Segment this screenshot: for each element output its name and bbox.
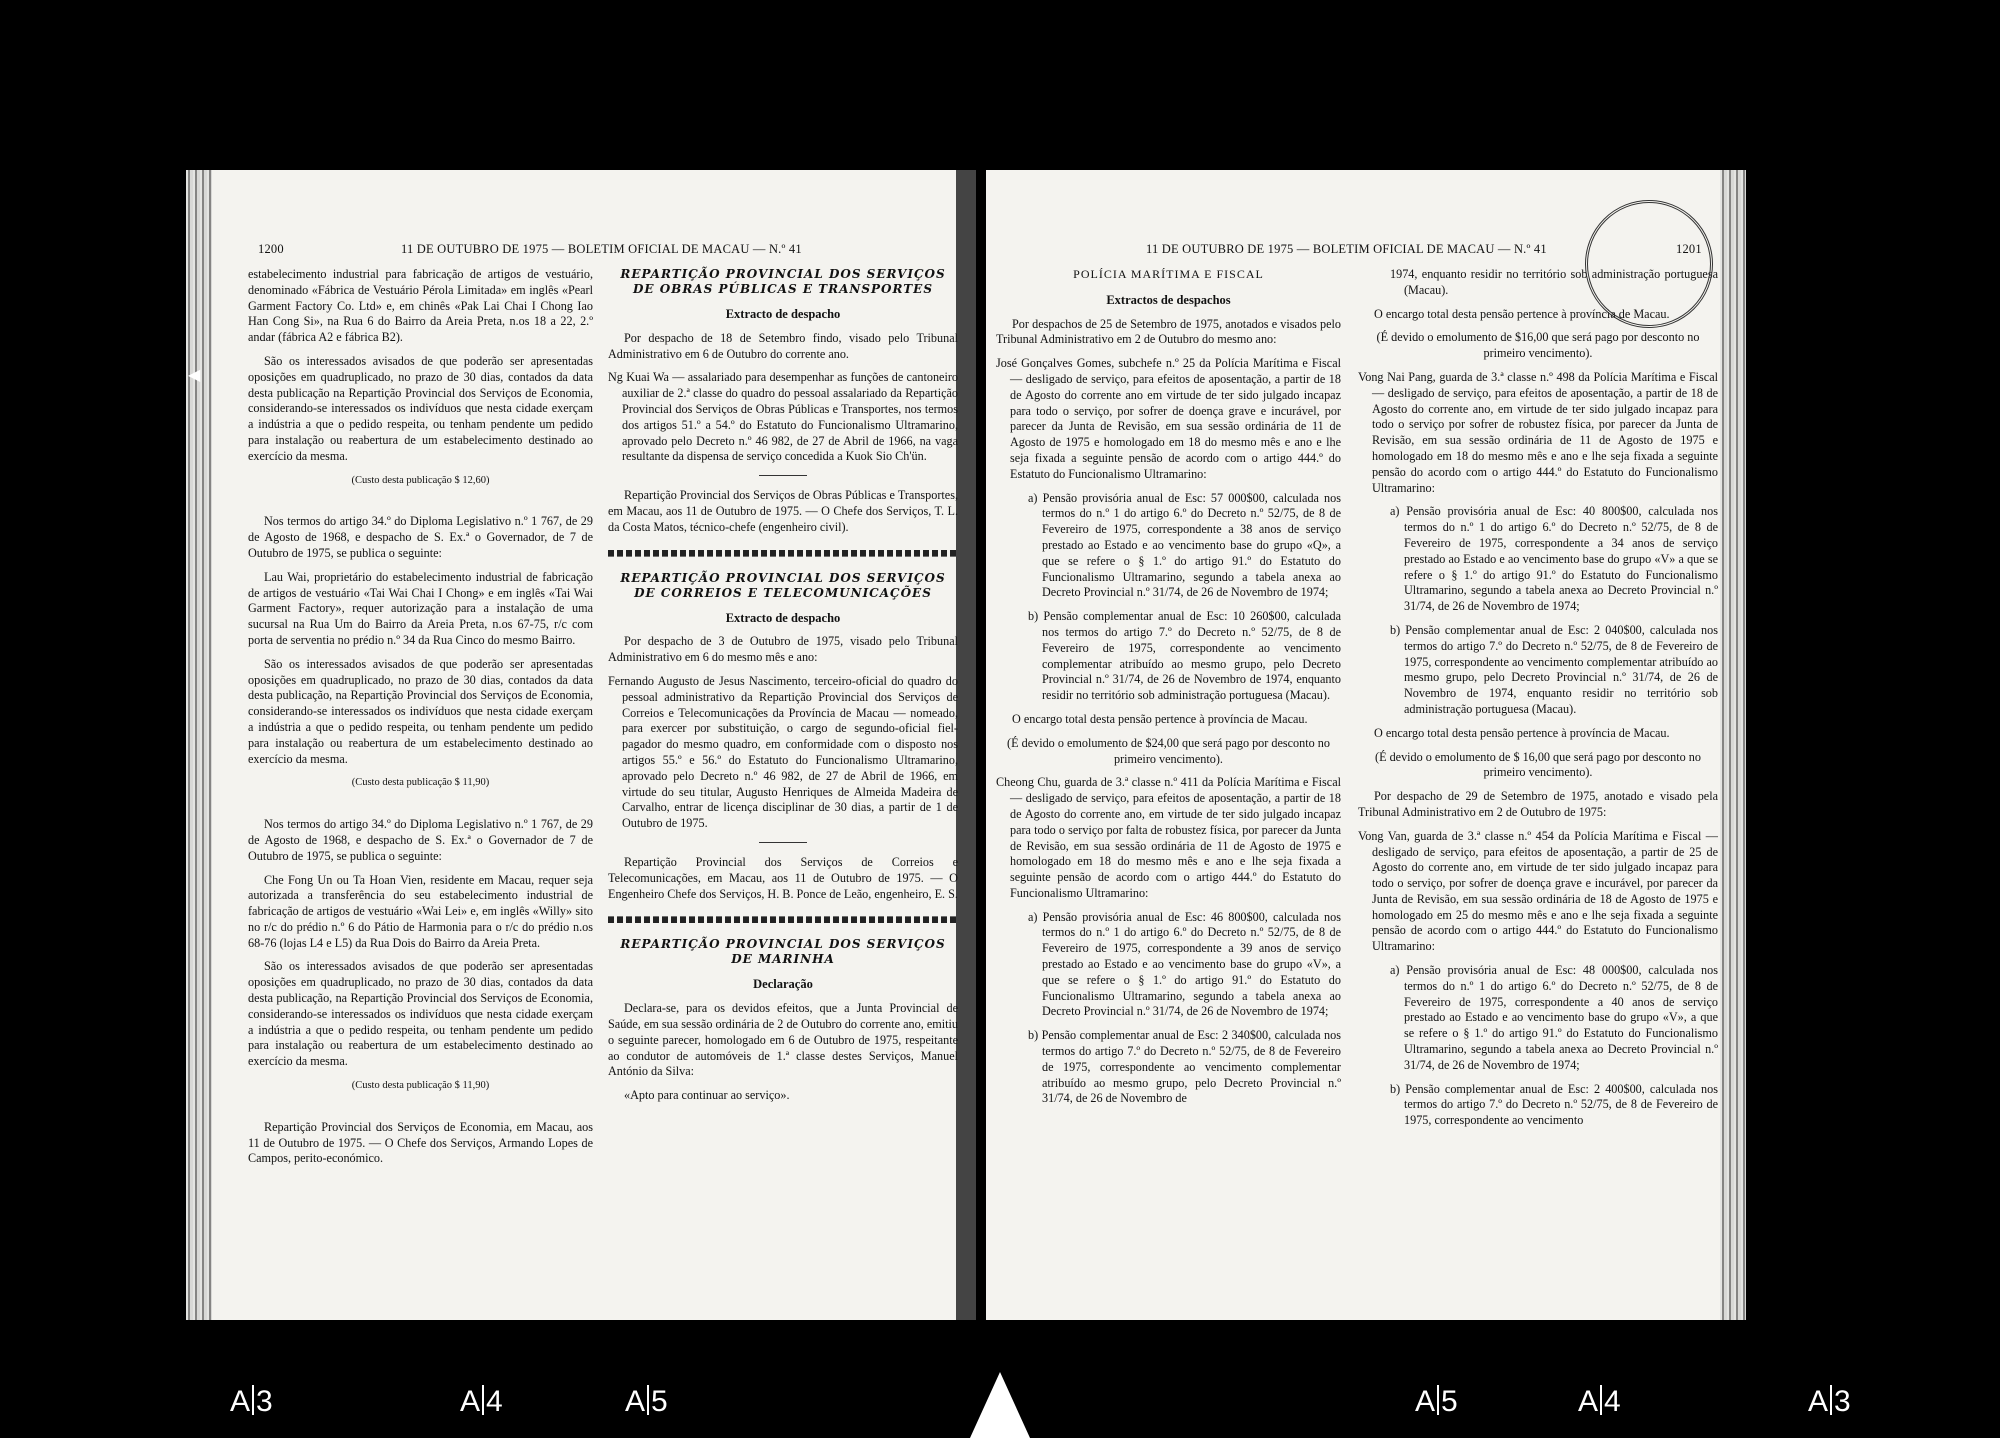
film-frame-mark: A 4 (1578, 1385, 1621, 1418)
pension-item: b) Pensão complementar anual de Esc: 2 400$00, calculada nos termos do artigo 7.º do Decreto n.º 52/75, de 8 de Fevereiro de 1975, correspondente ao vencimento (1390, 1081, 1718, 1128)
pension-item: a) Pensão provisória anual de Esc: 40 800$00, calculada nos termos do n.º 1 do artigo 6.º do Decreto n.º 52/75, de 8 de Fevereiro de 1975, correspondente a 34 anos de serviço prestado ao Estado e ao vencimento base do grupo «V» a que se refere o § 1.º do artigo 91.º do Estatuto do Funcionalismo Ultramarino, segundo a tabela anexa ao Decreto Provincial n.º 31/74, de 26 de Novembro de 1974; (1390, 504, 1718, 614)
film-frame-mark: A 3 (230, 1385, 273, 1418)
paragraph: O encargo total desta pensão pertence à província de Macau. (1374, 725, 1670, 740)
paragraph: José Gonçalves Gomes, subchefe n.º 25 da Polícia Marítima e Fiscal — desligado de serviço, para efeitos de aposentação, a partir de 18 de Agosto do corrente ano em virtude de ter sido julgado incapaz para todo o serviço, por sofrer de doença grave e incurável, por parecer da Junta de Revisão, em sua sessão ordinária de 11 de Agosto de 1975 e homologado em 18 do mesmo mês e ano e lhe seja fixada a seguinte pensão de acordo com o artigo 444.º do Estatuto do Funcionalismo Ultramarino: (996, 356, 1341, 481)
paragraph: São os interessados avisados de que poderão ser apresentadas oposições em quadruplicado, no prazo de 30 dias, contados da data desta publicação, na Repartição Provincial dos Serviços de Economia, considerando-se interessados os indivíduos que nesta cidade exerçam a indústria a que o pedido respeita, ou tenham pendente um pedido para instalação ou reabertura de um estabelecimento destinado ao exercício da mesma. (248, 959, 593, 1069)
section-title: REPARTIÇÃO PROVINCIAL DOS SERVIÇOS DE OBRAS PÚBLICAS E TRANSPORTES (620, 267, 946, 296)
emolument-note: (É devido o emolumento de $16,00 que será pago por desconto no primeiro vencimento). (1376, 330, 1700, 361)
signature-paragraph: Repartição Provincial dos Serviços de Correios e Telecomunicações, em Macau, aos 11 de Outubro de 1975. — O Engenheiro Chefe dos Serviços, H. B. Ponce de Leão, engenheiro, E. S. (608, 854, 958, 901)
section-heading: Declaração (753, 977, 813, 992)
page-header-title: 11 DE OUTUBRO DE 1975 — BOLETIM OFICIAL DE MACAU — N.º 41 (401, 242, 802, 256)
paragraph: 1974, enquanto residir no território sob administração portuguesa (Macau). (1390, 267, 1718, 297)
right-page (986, 170, 1746, 1320)
paragraph: estabelecimento industrial para fabricação de artigos de vestuário, denominado «Fábrica de Vestuário Pérola Limitada» em inglês «Pearl Garment Factory Co. Ltd» e, em chinês «Pak Lai Chai I Chong Iao Han Cong Si», na Rua 6 do Bairro da Areia Preta, n.os 18 a 22, 2.º andar (fábrica A2 e fábrica B2). (248, 267, 593, 345)
page-edge-shadow (1720, 170, 1746, 1320)
pension-item: a) Pensão provisória anual de Esc: 48 000$00, calculada nos termos do n.º 1 do artigo 6.º do Decreto n.º 52/75, de 8 de Fevereiro de 1975, correspondente a 40 anos de serviço prestado ao Estado e ao vencimento base do grupo «V», a que se refere o § 1.º do artigo 91.º do Estatuto do Funcionalismo Ultramarino, segundo a tabela anexa ao Decreto Provincial n.º 31/74, de 26 de Novembro de 1974; (1390, 963, 1718, 1072)
pension-item: b) Pensão complementar anual de Esc: 2 340$00, calculada nos termos do artigo 7.º do Decreto n.º 52/75, de 8 de Fevereiro de 1975, correspondente ao vencimento complementar atribuído ao mesmo grupo, pelo Decreto Provincial n.º 31/74, de 26 de Novembro de (1028, 1028, 1341, 1106)
paragraph: Cheong Chu, guarda de 3.ª classe n.º 411 da Polícia Marítima e Fiscal — desligado de serviço, para efeitos de aposentação, a partir de 18 de Agosto do corrente ano, em virtude de ter sido julgado incapaz para todo o serviço por falta de robustez física, por parecer da Junta de Revisão, em sua sessão ordinária de 11 de Agosto de 1975 e homologado em 18 do mesmo mês e ano e lhe seja fixada a seguinte pensão de acordo com o artigo 444.º do Estatuto do Funcionalismo Ultramarino: (996, 775, 1341, 900)
paragraph: Nos termos do artigo 34.º do Diploma Legislativo n.º 1 767, de 29 de Agosto de 1968, e despacho de S. Ex.ª o Governador, de 7 de Outubro de 1975, se publica o seguinte: (248, 514, 593, 560)
official-seal-stamp (1585, 200, 1713, 328)
center-notch-marker (970, 1372, 1030, 1438)
ornamental-divider (608, 550, 958, 557)
film-frame-mark: A 4 (460, 1385, 503, 1418)
pension-item: a) Pensão provisória anual de Esc: 57 000$00, calculada nos termos do n.º 1 do artigo 6.º do Decreto n.º 52/75, de 8 de Fevereiro de 1975, correspondente a 38 anos de serviço prestado ao Estado e ao vencimento base do grupo «Q», a que se refere o § 1.º do artigo 91.º do Estatuto do Funcionalismo Ultramarino, segundo a tabela anexa ao Decreto Provincial n.º 31/74, de 26 de Novembro de 1974; (1028, 490, 1341, 600)
pension-item: a) Pensão provisória anual de Esc: 46 800$00, calculada nos termos do n.º 1 do artigo 6.º do Decreto n.º 52/75, de 8 de Fevereiro de 1975, correspondente a 39 anos de serviço prestado ao Estado e ao vencimento base do grupo «V», a que se refere o § 1.º do artigo 91.º do Estatuto do Funcionalismo Ultramarino, segundo a tabela anexa ao Decreto Provincial n.º 31/74, de 26 de Novembro de 1974; (1028, 909, 1341, 1019)
right-column-2 (1358, 267, 1718, 1137)
paragraph: Por despacho de 3 de Outubro de 1975, visado pelo Tribunal Administrativo em 6 do mesmo mês e ano: (608, 634, 958, 665)
pension-item: b) Pensão complementar anual de Esc: 2 040$00, calculada nos termos do artigo 7.º do Decreto n.º 52/75, de 8 de Fevereiro de 1975, correspondente ao vencimento complementar atribuído ao mesmo grupo, pelo Decreto Provincial n.º 31/74, de 26 de Novembro de 1974, enquanto residir no território sob administração portuguesa (Macau). (1390, 622, 1718, 716)
paragraph: Che Fong Un ou Ta Hoan Vien, residente em Macau, requer seja autorizada a transferência do seu estabelecimento industrial de fabricação de artigos de vestuário «Wai Lei» e, em inglês «Willy» sito no r/c do prédio n.º 6 do Pátio de Harmonia para o r/c do prédio n.os 68-76 (lojas L4 e L5) da Rua Dois do Bairro da Areia Preta. (248, 872, 593, 950)
paragraph: Por despacho de 29 de Setembro de 1975, anotado e visado pela Tribunal Administrativo em 2 de Outubro de 1975: (1358, 789, 1718, 819)
section-title: POLÍCIA MARÍTIMA E FISCAL (1073, 267, 1264, 281)
signature-paragraph: Repartição Provincial dos Serviços de Obras Públicas e Transportes, em Macau, aos 11 de Outubro de 1975. — O Chefe dos Serviços, T. L. da Costa Matos, técnico-chefe (engenheiro civil). (608, 488, 958, 534)
paragraph: Fernando Augusto de Jesus Nascimento, terceiro-oficial do quadro do pessoal administrativo da Repartição Provincial dos Serviços de Correios e Telecomunicações da Província de Macau — nomeado, para exercer por substituição, o cargo de segundo-oficial fiel-pagador do mesmo quadro, em conformidade com o disposto nos artigos 55.º e 56.º do Estatuto do Funcionalismo Ultramarino, aprovado pelo Decreto n.º 46 982, de 27 de Abril de 1966, em virtude do seu titular, Augusto Henriques de Almeida Madeira de Carvalho, entrar de licença disciplinar de 30 dias, a partir de 1 de Outubro de 1975. (608, 673, 958, 831)
film-frame-mark: A 5 (625, 1385, 668, 1418)
publication-cost: (Custo desta publicação $ 12,60) (351, 474, 490, 486)
paragraph: São os interessados avisados de que poderão ser apresentadas oposições em quadruplicado, no prazo de 30 dias, contados da data desta publicação, na Repartição Provincial dos Serviços de Economia, considerando-se interessados os indivíduos que nesta cidade exerçam a indústria a que o pedido respeita, ou tenham pendente um pedido para instalação ou reabertura de um estabelecimento destinado ao exercício da mesma. (248, 656, 593, 766)
emolument-note: (É devido o emolumento de $ 16,00 que será pago por desconto no primeiro vencimento). (1375, 749, 1701, 780)
divider (759, 475, 807, 476)
paragraph: Nos termos do artigo 34.º do Diploma Legislativo n.º 1 767, de 29 de Agosto de 1968, e despacho de S. Ex.ª o Governador de 7 de Outubro de 1975, se publica o seguinte: (248, 817, 593, 863)
emolument-note: (É devido o emolumento de $24,00 que será pago por desconto no primeiro vencimento). (1007, 735, 1330, 766)
section-heading: Extracto de despacho (725, 307, 841, 321)
left-column-2 (608, 267, 958, 1112)
arrow-marker-icon: ◀ (188, 367, 201, 384)
paragraph: Vong Nai Pang, guarda de 3.ª classe n.º 498 da Polícia Marítima e Fiscal — desligado de serviço, para efeitos de aposentação, a partir de 18 de Agosto do corrente ano, em virtude de ter sido julgado incapaz para todo o serviço por sofrer de robustez física, por parecer da Junta de Revisão, em sua sessão ordinária de 11 de Agosto de 1975 e homologado em 18 do mesmo mês e ano e lhe seja fixada a seguinte pensão do acordo com o artigo 444.º do Estatuto do Funcionalismo Ultramarino: (1358, 369, 1718, 495)
right-column-1 (996, 267, 1341, 1115)
paragraph: São os interessados avisados de que poderão ser apresentadas oposições em quadruplicado, no prazo de 30 dias, contados da data desta publicação na Repartição Provincial dos Serviços de Economia, considerando-se interessados os indivíduos que nesta cidade exerçam a indústria a que o pedido respeita, ou tenham pendente um pedido para instalação ou reabertura de um estabelecimento destinado ao exercício da mesma. (248, 353, 593, 463)
page-header-title: 11 DE OUTUBRO DE 1975 — BOLETIM OFICIAL DE MACAU — N.º 41 (1146, 242, 1547, 256)
ornamental-divider (608, 916, 958, 923)
paragraph: Declara-se, para os devidos efeitos, que a Junta Provincial de Saúde, em sua sessão ordinária de 2 de Outubro do corrente ano, emitiu o seguinte parecer, homologado em 6 de Outubro de 1975, respeitante ao condutor de automóveis de 1.ª classe destes Serviços, Manuel António da Silva: (608, 1001, 958, 1079)
page-number: 1201 (1676, 242, 1702, 256)
section-title: REPARTIÇÃO PROVINCIAL DOS SERVIÇOS DE MARINHA (620, 937, 946, 967)
film-frame-mark: A 3 (1808, 1385, 1851, 1418)
paragraph: O encargo total desta pensão pertence à província de Macau. (1012, 711, 1308, 726)
paragraph: Vong Van, guarda de 3.ª classe n.º 454 da Polícia Marítima e Fiscal — desligado de serviço, para efeitos de aposentação, a partir de 25 de Agosto do corrente ano, em virtude de ter sido julgado incapaz para todo o serviço, por sofrer de doença grave e incurável, por parecer da Junta de Revisão, em sua sessão ordinária de 18 de Agosto de 1975 e homologado em 25 do mesmo mês e ano e lhe seja fixada a seguinte pensão de acordo com o artigo 444.º do Estatuto do Funcionalismo Ultramarino: (1358, 828, 1718, 954)
page-number: 1200 (258, 242, 284, 256)
section-heading: Extracto de despacho (725, 610, 841, 625)
paragraph: Lau Wai, proprietário do estabelecimento industrial de fabricação de artigos de vestuário «Tai Wai Chai I Chong» e em inglês «Tai Wai Garment Factory», requer autorização para a instalação de uma sucursal na Rua Um do Bairro da Areia Preta, n.os 67-75, r/c com porta de serventia no prédio n.º 34 da Rua Cinco do mesmo Bairro. (248, 569, 593, 647)
paragraph: Por despacho de 18 de Setembro findo, visado pelo Tribunal Administrativo em 6 de Outubro do corrente ano. (608, 330, 958, 361)
paragraph: «Apto para continuar ao serviço». (624, 1088, 790, 1103)
film-frame-mark: A 5 (1415, 1385, 1458, 1418)
paragraph: O encargo total desta pensão pertence à província de Macau. (1374, 306, 1670, 321)
pension-item: b) Pensão complementar anual de Esc: 10 260$00, calculada nos termos do artigo 7.º do Decreto n.º 52/75, de 8 de Fevereiro de 1975, correspondente ao vencimento complementar atribuído ao mesmo grupo, pelo Decreto Provincial n.º 31/74, de 26 de Novembro de 1974, enquanto residir no território sob administração portuguesa (Macau). (1028, 609, 1341, 703)
left-column-1 (248, 267, 593, 1175)
publication-cost: (Custo desta publicação $ 11,90) (351, 777, 490, 789)
signature-paragraph: Repartição Provincial dos Serviços de Economia, em Macau, aos 11 de Outubro de 1975. — O Chefe dos Serviços, Armando Lopes de Campos, perito-económico. (248, 1119, 593, 1166)
paragraph: Por despachos de 25 de Setembro de 1975, anotados e visados pelo Tribunal Administrativo em 2 de Outubro do mesmo ano: (996, 316, 1341, 347)
paragraph: Ng Kuai Wa — assalariado para desempenhar as funções de cantoneiro auxiliar de 2.ª classe do quadro do pessoal assalariado da Repartição Provincial dos Serviços de Obras Públicas e Transportes, nos termos dos artigos 51.º a 54.º do Estatuto do Funcionalismo Ultramarino, aprovado pelo Decreto n.º 46 982, de 27 de Abril de 1966, na vaga resultante da dispensa de serviço concedida a Kuok Sio Ch'ün. (608, 370, 958, 464)
divider (759, 842, 807, 843)
page-edge-shadow (186, 170, 212, 1320)
publication-cost: (Custo desta publicação $ 11,90) (351, 1080, 490, 1092)
left-page (186, 170, 976, 1320)
section-title: REPARTIÇÃO PROVINCIAL DOS SERVIÇOS DE CORREIOS E TELECOMUNICAÇÕES (620, 570, 946, 600)
section-heading: Extractos de despachos (1106, 292, 1231, 307)
